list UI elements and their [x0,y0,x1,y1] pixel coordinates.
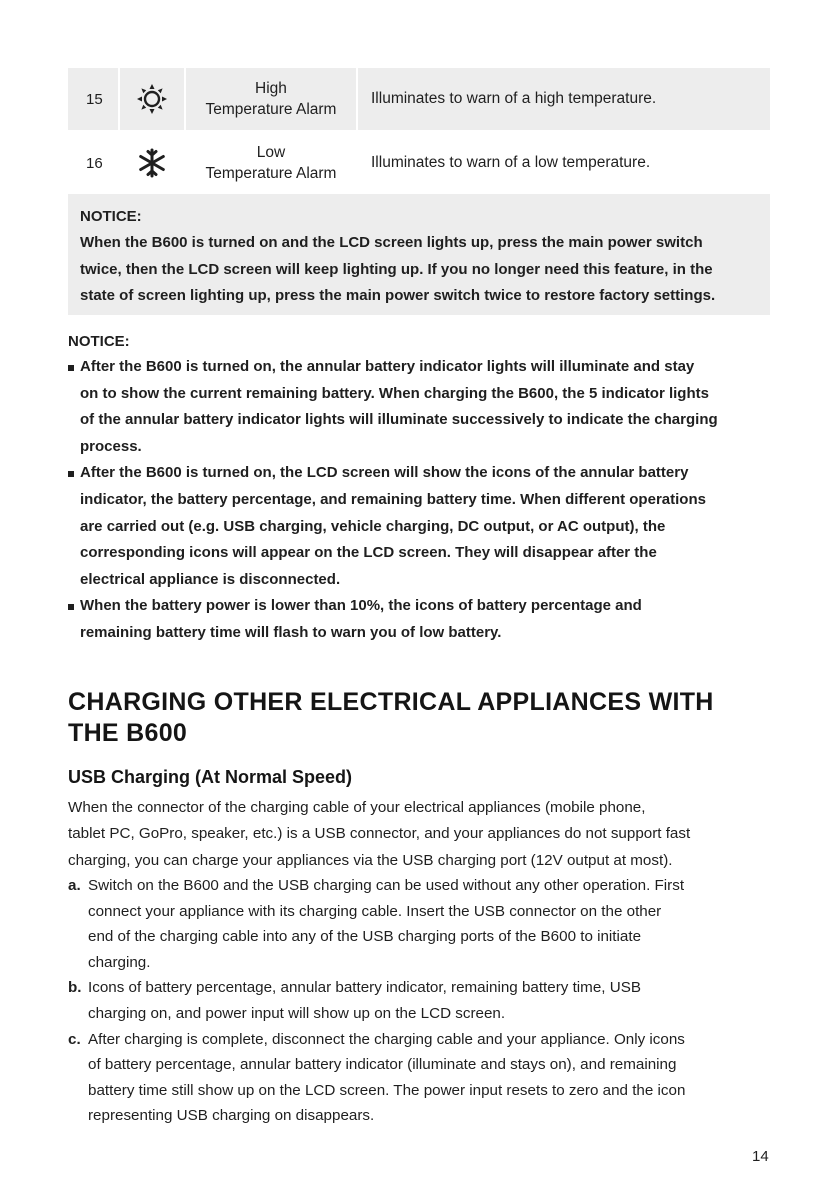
step-label: a. [68,877,81,894]
indicator-name: High Temperature Alarm [186,68,358,130]
indicator-row [68,130,770,194]
bullet-square-icon [68,471,74,477]
step-item: c. After charging is complete, disconnect the charging cable and your appliance. Only icons of battery percentage, annular battery indicator (illuminate and stays on), and remaining battery time still show up on the LCD screen. The power input resets to zero and the icon representing USB charging on disappears. [68,1027,780,1129]
page-number: 14 [752,1148,769,1165]
bullet-item: After the B600 is turned on, the annular battery indicator lights will illuminate and stay on to show the current remaining battery. When charging the B600, the 5 indicator lights of the annular battery indicator lights will illuminate successively to indicate the charging process. [68,354,780,460]
subsection-heading: USB Charging (At Normal Speed) [68,767,353,787]
step-label: c. [68,1030,81,1048]
bullet-item: When the battery power is lower than 10%, the icons of battery percentage and remaining battery time will flash to warn you of low battery. [68,593,780,646]
step-list [68,873,780,1129]
notice-line: When the B600 is turned on and the LCD screen lights up, press the main power switch [80,234,703,251]
notice-line: state of screen lighting up, press the main power switch twice to restore factory settings. [80,287,716,304]
bullet-item: After the B600 is turned on, the LCD screen will show the icons of the annular battery indicator, the battery percentage, and remaining battery time. When different operations are carried out (e.g. USB charging, vehicle charging, DC output, or AC output), the corresponding icons will appear on the LCD screen. They will disappear after the electrical appliance is disconnected. [68,460,780,593]
indicator-description: Illuminates to warn of a high temperature. [371,90,657,107]
notice-title: NOTICE: [80,208,142,225]
step-label: b. [68,979,82,997]
bullet-square-icon [68,604,74,610]
indicator-row [68,68,770,130]
indicator-name: Low Temperature Alarm [205,144,337,182]
high-temperature-sun-icon [135,82,169,116]
indicator-table [68,68,770,194]
indicator-number: 15 [86,90,103,108]
section-heading: CHARGING OTHER ELECTRICAL APPLIANCES WITH THE B600 [68,688,714,747]
step-item: b. Icons of battery percentage, annular battery indicator, remaining battery time, USB charging on, and power input will show up on the LCD screen. [68,975,780,1026]
notice-line: twice, then the LCD screen will keep lighting up. If you no longer need this feature, in the [80,260,713,278]
step-item: a. Switch on the B600 and the USB charging can be used without any other operation. First connect your appliance with its charging cable. Insert the USB connector on the other end of the charging cable into any of the USB charging ports of the B600 to initiate charging. [68,873,780,975]
notice-box [68,194,770,315]
snowflake-icon [137,148,167,178]
indicator-number: 16 [86,154,103,172]
bullet-square-icon [68,365,74,371]
intro-paragraph: When the connector of the charging cable of your electrical appliances (mobile phone, tablet PC, GoPro, speaker, etc.) is a USB connector, and your appliances do not support fast charging, you can charge your appliances via the USB charging port (12V output at most). [68,799,691,869]
indicator-description: Illuminates to warn of a low temperature. [371,154,651,171]
notice-list [68,330,780,647]
notice-title: NOTICE: [68,333,130,350]
